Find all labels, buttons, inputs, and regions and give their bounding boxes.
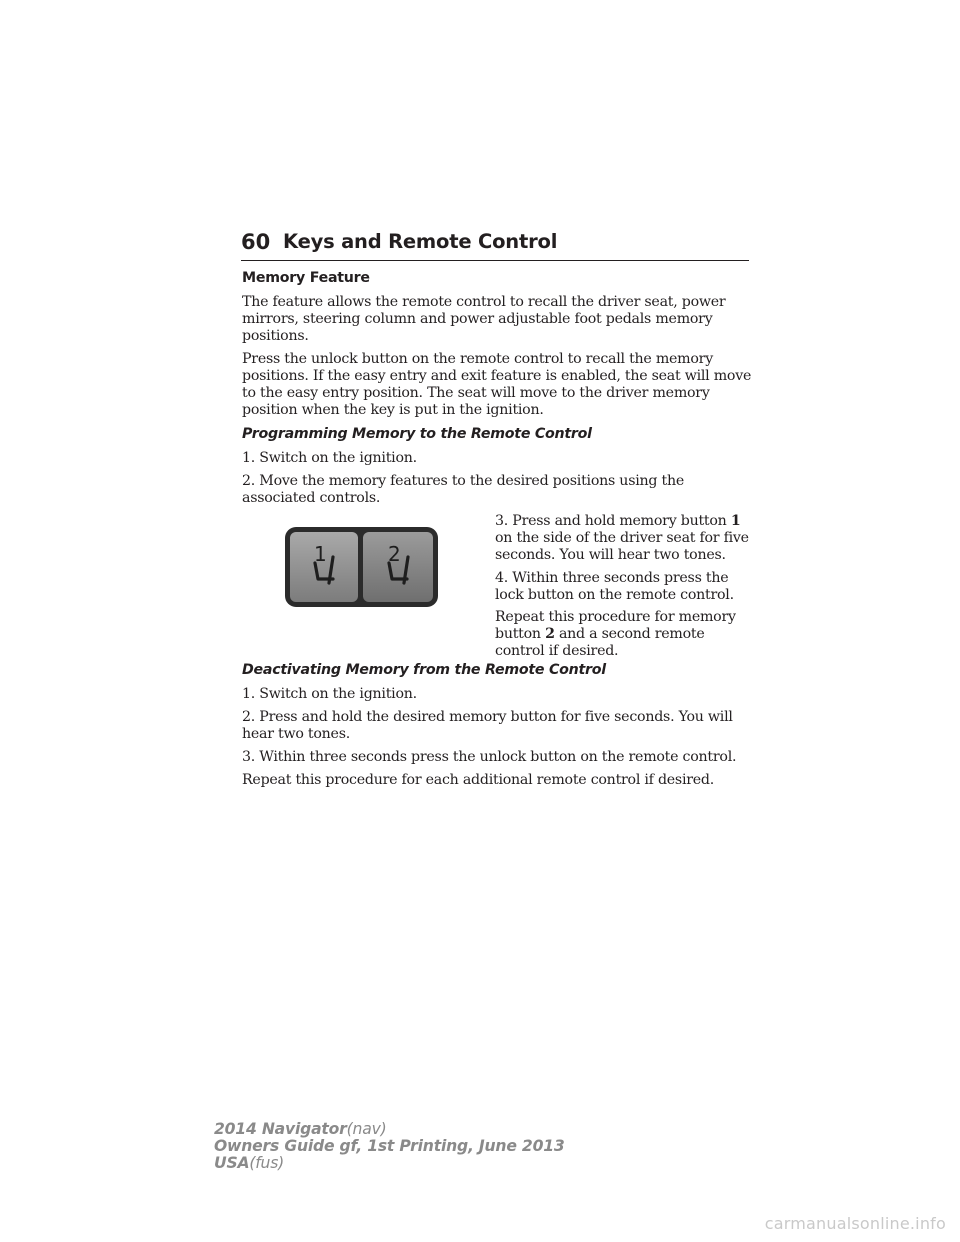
button-number: 2 — [545, 626, 555, 642]
step-line: Repeat this procedure for each additional remote control if desired. — [242, 772, 715, 788]
step-line: on the side of the driver seat for five — [495, 530, 749, 546]
print-footer — [214, 1121, 565, 1172]
button-1-label: 1 — [314, 542, 327, 566]
button-number: 1 — [730, 513, 741, 529]
paragraph-line: mirrors, steering column and power adjustable foot pedals memory — [242, 311, 713, 327]
subheading-deactivating: Deactivating Memory from the Remote Control — [242, 662, 606, 678]
step-line: 1. Switch on the ignition. — [242, 450, 417, 466]
button-2-label: 2 — [388, 542, 401, 566]
step-line: 4. Within three seconds press the — [495, 570, 729, 586]
paragraph-line: positions. If the easy entry and exit feature is enabled, the seat will move — [242, 368, 752, 384]
step-line: associated controls. — [242, 490, 381, 506]
step-line: 3. Within three seconds press the unlock button on the remote control. — [242, 749, 737, 765]
step-text: button — [495, 626, 546, 642]
footer-line — [214, 1138, 565, 1155]
step-text: 3. Press and hold memory button — [495, 513, 731, 529]
paragraph-line: The feature allows the remote control to recall the driver seat, power — [242, 294, 726, 310]
footer-market-code: (fus) — [249, 1154, 285, 1172]
paragraph-line: position when the key is put in the ignition. — [242, 402, 544, 418]
step-line: seconds. You will hear two tones. — [495, 547, 726, 563]
section-heading-memory-feature: Memory Feature — [242, 270, 370, 286]
step-line: control if desired. — [495, 643, 619, 659]
step-line: Repeat this procedure for memory — [495, 609, 736, 625]
footer-line — [214, 1121, 565, 1138]
memory-buttons-illustration — [284, 526, 439, 608]
step-line: hear two tones. — [242, 726, 350, 742]
footer-code: (nav) — [346, 1120, 387, 1138]
step-line: 2. Move the memory features to the desired positions using the — [242, 473, 684, 489]
footer-line — [214, 1155, 565, 1172]
paragraph-line: positions. — [242, 328, 309, 344]
step-text: and a second remote — [554, 626, 705, 642]
footer-market: USA — [214, 1154, 250, 1172]
paragraph-line: to the easy entry position. The seat will move to the driver memory — [242, 385, 710, 401]
subheading-programming: Programming Memory to the Remote Control — [242, 426, 592, 442]
watermark: carmanualsonline.info — [764, 1214, 946, 1233]
step-line — [495, 626, 705, 643]
step-line — [495, 513, 740, 530]
step-line: 2. Press and hold the desired memory button for five seconds. You will — [242, 709, 733, 725]
page-header — [241, 229, 749, 261]
step-line: 1. Switch on the ignition. — [242, 686, 417, 702]
page-number: 60 — [241, 230, 271, 254]
chapter-title: Keys and Remote Control — [283, 230, 558, 253]
step-line: lock button on the remote control. — [495, 587, 734, 603]
footer-edition: Owners Guide gf, 1st Printing, June 2013 — [214, 1137, 565, 1155]
paragraph-line: Press the unlock button on the remote control to recall the memory — [242, 351, 713, 367]
footer-model: 2014 Navigator — [214, 1120, 347, 1138]
